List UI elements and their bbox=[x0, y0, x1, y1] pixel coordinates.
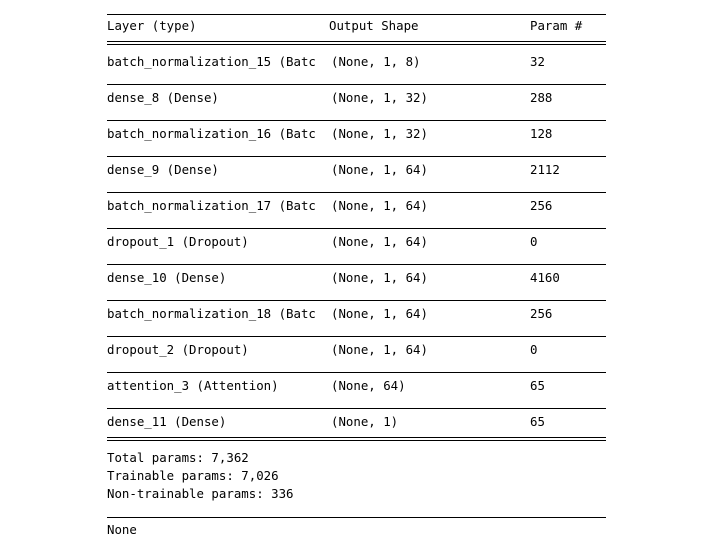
layer-name: dropout_1 (Dropout) bbox=[107, 234, 249, 249]
param-count: 288 bbox=[530, 90, 553, 105]
param-count: 0 bbox=[530, 234, 538, 249]
row-separator bbox=[107, 300, 606, 301]
layer-name: dense_9 (Dense) bbox=[107, 162, 219, 177]
output-shape: (None, 1, 64) bbox=[331, 306, 428, 321]
table-row bbox=[107, 377, 607, 395]
output-shape: (None, 1, 64) bbox=[331, 198, 428, 213]
table-row bbox=[107, 197, 607, 215]
row-separator bbox=[107, 120, 606, 121]
header-output-shape: Output Shape bbox=[329, 18, 419, 33]
return-value: None bbox=[107, 522, 137, 537]
layer-name: batch_normalization_18 (Batc bbox=[107, 306, 316, 321]
param-count: 65 bbox=[530, 414, 545, 429]
layer-name: dense_10 (Dense) bbox=[107, 270, 227, 285]
layer-name: batch_normalization_15 (Batc bbox=[107, 54, 316, 69]
layer-name: dense_11 (Dense) bbox=[107, 414, 227, 429]
param-count: 128 bbox=[530, 126, 553, 141]
output-shape: (None, 1, 32) bbox=[331, 90, 428, 105]
row-separator bbox=[107, 336, 606, 337]
param-count: 256 bbox=[530, 198, 553, 213]
header-layer: Layer (type) bbox=[107, 18, 197, 33]
header-param-count: Param # bbox=[530, 18, 583, 33]
table-row bbox=[107, 233, 607, 251]
totals-double-rule bbox=[107, 437, 606, 441]
header-double-rule bbox=[107, 41, 606, 45]
table-row bbox=[107, 125, 607, 143]
row-separator bbox=[107, 408, 606, 409]
layer-name: dropout_2 (Dropout) bbox=[107, 342, 249, 357]
param-count: 2112 bbox=[530, 162, 560, 177]
non-trainable-params: Non-trainable params: 336 bbox=[107, 486, 294, 501]
table-row bbox=[107, 269, 607, 287]
param-count: 4160 bbox=[530, 270, 560, 285]
output-shape: (None, 1, 64) bbox=[331, 162, 428, 177]
output-shape: (None, 1, 8) bbox=[331, 54, 421, 69]
table-row bbox=[107, 413, 607, 431]
layer-name: attention_3 (Attention) bbox=[107, 378, 279, 393]
table-row bbox=[107, 53, 607, 71]
row-separator bbox=[107, 84, 606, 85]
trainable-params: Trainable params: 7,026 bbox=[107, 468, 279, 483]
layer-name: batch_normalization_16 (Batc bbox=[107, 126, 316, 141]
output-shape: (None, 1, 64) bbox=[331, 234, 428, 249]
output-shape: (None, 64) bbox=[331, 378, 406, 393]
row-separator bbox=[107, 192, 606, 193]
layer-name: batch_normalization_17 (Batc bbox=[107, 198, 316, 213]
param-count: 256 bbox=[530, 306, 553, 321]
table-row bbox=[107, 341, 607, 359]
output-shape: (None, 1, 64) bbox=[331, 342, 428, 357]
row-separator bbox=[107, 156, 606, 157]
total-params: Total params: 7,362 bbox=[107, 450, 249, 465]
param-count: 0 bbox=[530, 342, 538, 357]
param-count: 32 bbox=[530, 54, 545, 69]
bottom-rule bbox=[107, 517, 606, 518]
layer-name: dense_8 (Dense) bbox=[107, 90, 219, 105]
row-separator bbox=[107, 264, 606, 265]
table-row bbox=[107, 89, 607, 107]
output-shape: (None, 1) bbox=[331, 414, 399, 429]
row-separator bbox=[107, 372, 606, 373]
param-count: 65 bbox=[530, 378, 545, 393]
table-row bbox=[107, 161, 607, 179]
summary-header bbox=[107, 17, 607, 35]
output-shape: (None, 1, 32) bbox=[331, 126, 428, 141]
output-shape: (None, 1, 64) bbox=[331, 270, 428, 285]
row-separator bbox=[107, 228, 606, 229]
table-row bbox=[107, 305, 607, 323]
top-rule bbox=[107, 14, 606, 15]
